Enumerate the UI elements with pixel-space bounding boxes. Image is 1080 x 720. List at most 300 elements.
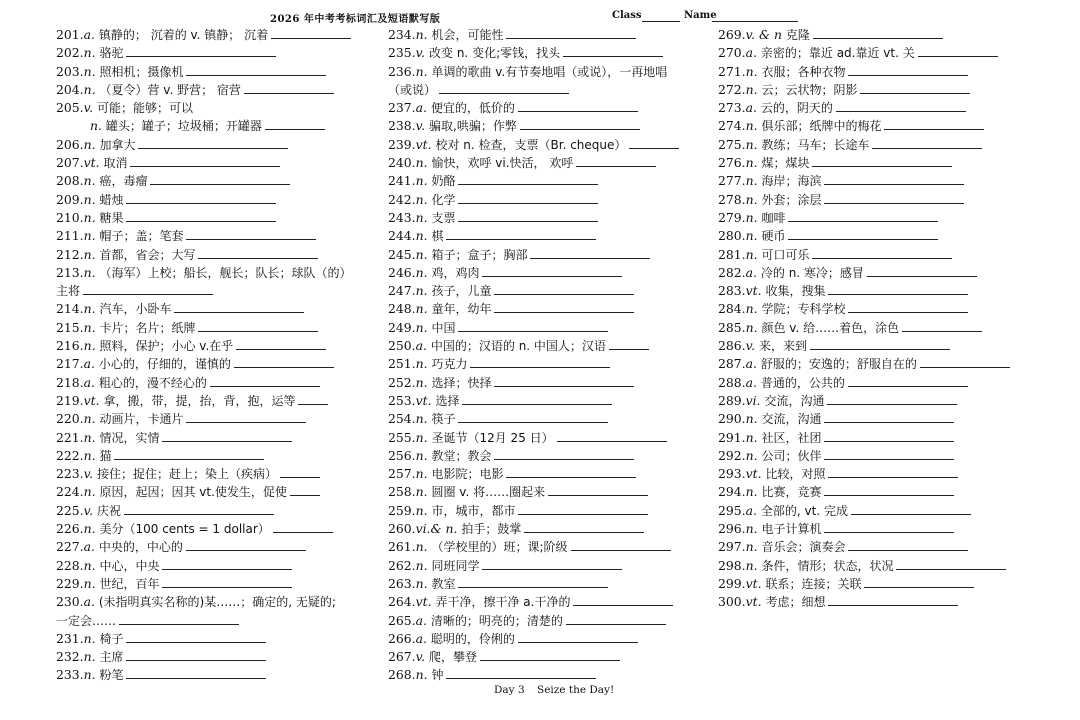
entry-number: 205. (56, 100, 84, 116)
answer-blank[interactable] (524, 520, 644, 533)
answer-blank[interactable] (439, 81, 569, 94)
entry-number: 201. (56, 27, 84, 42)
vocab-entry (56, 502, 378, 520)
part-of-speech: n. (83, 557, 96, 573)
answer-blank[interactable] (824, 429, 954, 442)
entry-number: 226. (56, 521, 84, 537)
entry-number: 278. (718, 191, 746, 207)
answer-blank[interactable] (828, 282, 968, 295)
vocab-entry (56, 26, 378, 44)
entry-meaning: 咖啡 (761, 210, 786, 225)
answer-blank[interactable] (458, 209, 598, 222)
entry-meaning: 同班同学 (431, 558, 480, 573)
entry-meaning: 电影院；电影 (431, 467, 504, 482)
entry-meaning: (未指明真实名称的)某……；确定的, 无疑的; (98, 595, 336, 610)
part-of-speech: vt. (83, 155, 100, 171)
vocab-entry (718, 502, 1038, 520)
entry-number: 296. (718, 521, 746, 537)
part-of-speech: n. (745, 63, 758, 79)
entry-number: 298. (718, 557, 746, 573)
answer-blank[interactable] (813, 26, 943, 39)
vocab-entry (718, 44, 1038, 62)
vocab-entry (718, 593, 1038, 611)
answer-blank[interactable] (824, 191, 964, 204)
part-of-speech: n. (745, 539, 758, 555)
entry-number: 277. (718, 173, 746, 189)
answer-blank[interactable] (198, 319, 318, 332)
part-of-speech: vt. (415, 594, 432, 610)
answer-blank[interactable] (788, 209, 938, 222)
answer-blank[interactable] (83, 282, 213, 295)
answer-blank[interactable] (265, 117, 325, 130)
part-of-speech: n. (745, 484, 758, 500)
part-of-speech: n. (415, 429, 428, 445)
answer-blank[interactable] (824, 172, 964, 185)
part-of-speech: n. (83, 649, 96, 665)
entry-meaning: 蜡烛 (99, 192, 124, 207)
part-of-speech: n. (415, 539, 428, 555)
entry-meaning: 收集，搜集 (765, 284, 826, 299)
answer-blank[interactable] (864, 575, 974, 588)
answer-blank[interactable] (114, 447, 264, 460)
vocab-entry (388, 538, 706, 556)
answer-blank[interactable] (244, 81, 334, 94)
vocab-entry (56, 557, 378, 575)
part-of-speech: a. (415, 338, 427, 354)
entry-number: 284. (718, 301, 746, 317)
part-of-speech: n. (83, 81, 96, 97)
entry-meaning: 全部的, vt. 完成 (760, 503, 848, 518)
entry-meaning: 外套；涂层 (761, 192, 822, 207)
vocab-entry (388, 593, 706, 611)
answer-blank[interactable] (518, 502, 648, 515)
answer-blank[interactable] (126, 648, 266, 661)
entry-meaning: （海军）上校；船长，舰长；队长；球队（的） (99, 265, 352, 280)
answer-blank[interactable] (210, 374, 320, 387)
vocab-entry (388, 410, 706, 428)
vocab-column-2 (388, 26, 706, 685)
entry-number: 262. (388, 557, 416, 573)
entry-number: 275. (718, 136, 746, 152)
answer-blank[interactable] (824, 447, 954, 460)
part-of-speech: n. (83, 301, 96, 317)
answer-blank[interactable] (851, 502, 971, 515)
entry-meaning: 愉快，欢呼 vi.快活， 欢呼 (431, 156, 574, 171)
answer-blank[interactable] (836, 99, 966, 112)
vocab-entry (388, 630, 706, 648)
answer-blank[interactable] (150, 172, 290, 185)
entry-number: 283. (718, 283, 746, 299)
vocab-entry (56, 374, 378, 392)
answer-blank[interactable] (130, 154, 280, 167)
answer-blank[interactable] (812, 246, 952, 259)
entry-meaning: 硬币 (761, 229, 786, 244)
entry-number: 266. (388, 630, 416, 646)
answer-blank[interactable] (518, 99, 638, 112)
answer-blank[interactable] (827, 392, 957, 405)
part-of-speech: a. (745, 264, 757, 280)
answer-blank[interactable] (812, 154, 952, 167)
entry-number: 207. (56, 155, 84, 171)
part-of-speech: n. (745, 209, 758, 225)
entry-number: 214. (56, 301, 84, 317)
part-of-speech: n. (745, 191, 758, 207)
vocab-entry (718, 300, 1038, 318)
answer-blank[interactable] (480, 648, 620, 661)
entry-number: 234. (388, 27, 416, 42)
part-of-speech: n. (415, 209, 428, 225)
part-of-speech: a. (745, 356, 757, 372)
vocab-entry (388, 337, 706, 355)
answer-blank[interactable] (126, 209, 276, 222)
answer-blank[interactable] (446, 227, 596, 240)
part-of-speech: n. (83, 521, 96, 537)
answer-blank[interactable] (458, 191, 598, 204)
answer-blank[interactable] (828, 465, 958, 478)
part-of-speech: n. (83, 228, 96, 244)
answer-blank[interactable] (920, 355, 1010, 368)
entry-meaning: 接住；捉住；赶上；染上（疾病） (97, 467, 278, 482)
part-of-speech: vi.& n. (415, 521, 458, 537)
answer-blank[interactable] (828, 593, 958, 606)
entry-meaning: 普通的，公共的 (760, 375, 845, 390)
entry-number: 257. (388, 466, 416, 482)
answer-blank[interactable] (824, 520, 954, 533)
part-of-speech: n. (745, 246, 758, 262)
entry-meaning: 音乐会；演奏会 (761, 540, 846, 555)
entry-meaning: 照相机；摄像机 (99, 64, 184, 79)
vocab-entry (718, 374, 1038, 392)
answer-blank[interactable] (462, 392, 612, 405)
entry-meaning: 云；云状物；阴影 (761, 82, 858, 97)
entry-meaning: 动画片，卡通片 (99, 412, 184, 427)
answer-blank[interactable] (548, 483, 648, 496)
part-of-speech: n. (83, 45, 96, 61)
entry-number: 242. (388, 191, 416, 207)
entry-meaning: 棋 (431, 229, 444, 244)
answer-blank[interactable] (126, 44, 276, 57)
part-of-speech: n. (415, 356, 428, 372)
part-of-speech: a. (83, 594, 95, 610)
vocab-column-1 (56, 26, 378, 685)
part-of-speech: n. (745, 118, 758, 134)
answer-blank[interactable] (872, 136, 982, 149)
entry-meaning: 箱子；盒子；胸部 (431, 247, 528, 262)
part-of-speech: n. (83, 173, 96, 189)
part-of-speech: n. (415, 173, 428, 189)
part-of-speech: n. (415, 411, 428, 427)
entry-number: 216. (56, 338, 84, 354)
answer-blank[interactable] (271, 26, 351, 39)
entry-meaning: 考虑；细想 (765, 595, 826, 610)
answer-blank[interactable] (902, 319, 982, 332)
entry-meaning: 亲密的；靠近 ad.靠近 vt. 关 (760, 46, 915, 61)
answer-blank[interactable] (124, 502, 274, 515)
entry-meaning: 单调的歌曲 v.有节奏地唱（或说），一再地唱 (431, 64, 668, 79)
answer-blank[interactable] (530, 246, 650, 259)
answer-blank[interactable] (446, 666, 596, 679)
part-of-speech: n. (90, 118, 102, 134)
entry-meaning: 取消 (103, 156, 128, 171)
answer-blank[interactable] (494, 282, 634, 295)
part-of-speech: n. (415, 557, 428, 573)
answer-blank[interactable] (896, 557, 1006, 570)
part-of-speech: a. (83, 27, 95, 42)
entry-meaning: 市，城市，都市 (431, 503, 516, 518)
answer-blank[interactable] (236, 337, 326, 350)
vocab-entry (718, 557, 1038, 575)
vocab-entry (718, 410, 1038, 428)
answer-blank[interactable] (824, 410, 954, 423)
entry-number: 258. (388, 484, 416, 500)
answer-blank[interactable] (520, 117, 640, 130)
entry-number: 265. (388, 612, 416, 628)
vocab-entry (718, 392, 1038, 410)
entry-number: 204. (56, 81, 84, 97)
vocab-entry (388, 282, 706, 300)
entry-meaning: 罐头；罐子；垃圾桶；开罐器 (105, 119, 262, 134)
answer-blank[interactable] (298, 392, 328, 405)
answer-blank[interactable] (788, 227, 938, 240)
part-of-speech: vi. (745, 392, 761, 408)
vocab-entry (388, 447, 706, 465)
answer-blank[interactable] (557, 429, 667, 442)
entry-number: 281. (718, 246, 746, 262)
entry-number: 232. (56, 649, 84, 665)
answer-blank[interactable] (884, 117, 984, 130)
entry-number: 233. (56, 667, 84, 683)
part-of-speech: n. (745, 81, 758, 97)
vocab-entry (56, 630, 378, 648)
entry-meaning: 鸡，鸡肉 (431, 265, 480, 280)
part-of-speech: n. (415, 484, 428, 500)
vocab-entry (718, 337, 1038, 355)
entry-meaning: 比赛，竞赛 (761, 485, 822, 500)
entry-meaning: 骗取,哄骗；作弊 (429, 119, 517, 134)
answer-blank[interactable] (518, 630, 638, 643)
entry-meaning: 来，来到 (759, 339, 808, 354)
vocab-entry (56, 575, 378, 593)
vocab-entry (56, 465, 378, 483)
answer-blank[interactable] (848, 374, 968, 387)
answer-blank[interactable] (848, 300, 968, 313)
vocab-entry (388, 483, 706, 501)
part-of-speech: n. (745, 411, 758, 427)
answer-blank[interactable] (458, 172, 598, 185)
answer-blank[interactable] (494, 300, 634, 313)
answer-blank[interactable] (138, 136, 288, 149)
answer-blank[interactable] (848, 63, 968, 76)
part-of-speech: n. (415, 575, 428, 591)
vocab-entry (388, 44, 706, 62)
entry-meaning: 庆祝 (97, 503, 122, 518)
answer-blank[interactable] (810, 337, 950, 350)
part-of-speech: a. (415, 630, 427, 646)
entry-number: 223. (56, 466, 84, 482)
part-of-speech: n. (83, 264, 96, 280)
part-of-speech: v. (415, 45, 426, 61)
day-label: Day 3 (494, 684, 525, 696)
answer-blank[interactable] (867, 264, 977, 277)
part-of-speech: n. (415, 667, 428, 683)
answer-blank[interactable] (290, 483, 320, 496)
answer-blank[interactable] (186, 410, 306, 423)
entry-number: 236. (388, 63, 416, 79)
entry-meaning: 中心，中央 (99, 558, 160, 573)
part-of-speech: vt. (415, 136, 432, 152)
answer-blank[interactable] (506, 465, 636, 478)
answer-blank[interactable] (273, 520, 333, 533)
part-of-speech: n. (83, 667, 96, 683)
entry-number: 256. (388, 447, 416, 463)
entry-number: 261. (388, 539, 416, 555)
vocab-entry (56, 410, 378, 428)
entry-number: 235. (388, 45, 416, 61)
entry-meaning: 公司；伙伴 (761, 448, 822, 463)
vocab-entry (56, 282, 378, 300)
entry-number: 238. (388, 118, 416, 134)
answer-blank[interactable] (186, 63, 326, 76)
part-of-speech: n. (415, 191, 428, 207)
part-of-speech: v. (83, 100, 94, 116)
answer-blank[interactable] (198, 246, 318, 259)
entry-meaning: 卡片；名片；纸牌 (99, 320, 196, 335)
answer-blank[interactable] (126, 191, 276, 204)
answer-blank[interactable] (126, 666, 266, 679)
answer-blank[interactable] (506, 26, 636, 39)
answer-blank[interactable] (470, 355, 610, 368)
entry-number: 231. (56, 630, 84, 646)
part-of-speech: n. (745, 319, 758, 335)
answer-blank[interactable] (162, 575, 292, 588)
vocab-entry (56, 447, 378, 465)
class-blank (642, 21, 680, 22)
answer-blank[interactable] (573, 593, 673, 606)
entry-number: 212. (56, 246, 84, 262)
part-of-speech: n. (415, 301, 428, 317)
answer-blank[interactable] (186, 538, 306, 551)
entry-meaning: 海岸；海滨 (761, 174, 822, 189)
entry-number: 208. (56, 173, 84, 189)
vocab-entry (718, 246, 1038, 264)
vocab-entry (388, 246, 706, 264)
entry-number: 286. (718, 338, 746, 354)
entry-number: 259. (388, 502, 416, 518)
answer-blank[interactable] (234, 355, 334, 368)
entry-number: 221. (56, 429, 84, 445)
answer-blank[interactable] (186, 227, 316, 240)
answer-blank[interactable] (576, 154, 656, 167)
answer-blank[interactable] (918, 44, 998, 57)
entry-meaning: （夏令）营 v. 野营； 宿营 (99, 82, 241, 97)
part-of-speech: a. (745, 374, 757, 390)
entry-meaning: 拍手；鼓掌 (461, 522, 522, 537)
vocab-entry (718, 99, 1038, 117)
answer-blank[interactable] (571, 538, 671, 551)
entry-meaning: 机会，可能性 (431, 28, 504, 42)
part-of-speech: n. (83, 209, 96, 225)
part-of-speech: a. (745, 45, 757, 61)
answer-blank[interactable] (848, 538, 968, 551)
name-blank (712, 21, 798, 22)
part-of-speech: v. (415, 649, 426, 665)
answer-blank[interactable] (566, 612, 666, 625)
entry-number: 255. (388, 429, 416, 445)
answer-blank[interactable] (860, 81, 970, 94)
vocab-entry (388, 209, 706, 227)
vocab-entry (56, 300, 378, 318)
entry-number: 244. (388, 228, 416, 244)
part-of-speech: n. (415, 502, 428, 518)
answer-blank[interactable] (563, 44, 663, 57)
entry-meaning: 世纪，百年 (99, 576, 160, 591)
vocab-entry (718, 355, 1038, 373)
answer-blank[interactable] (280, 465, 320, 478)
entry-meaning: 一定会…… (56, 613, 117, 628)
part-of-speech: n. (83, 136, 96, 152)
entry-meaning: 糖果 (99, 210, 124, 225)
entry-number: 264. (388, 594, 416, 610)
answer-blank[interactable] (126, 630, 266, 643)
answer-blank[interactable] (174, 300, 304, 313)
entry-number: 202. (56, 45, 84, 61)
entry-meaning: 选择 (435, 393, 460, 408)
entry-number: 273. (718, 100, 746, 116)
part-of-speech: n. (415, 374, 428, 390)
answer-blank[interactable] (824, 483, 954, 496)
answer-blank[interactable] (494, 447, 634, 460)
answer-blank[interactable] (458, 319, 608, 332)
entry-number: 297. (718, 539, 746, 555)
part-of-speech: n. (415, 63, 428, 79)
entry-meaning: 清晰的；明亮的；清楚的 (430, 613, 563, 628)
entry-meaning: 孩子，儿童 (431, 284, 492, 299)
vocab-entry (56, 429, 378, 447)
answer-blank[interactable] (629, 136, 679, 149)
entry-meaning: 美分（100 cents = 1 dollar） (99, 522, 270, 537)
part-of-speech: vt. (745, 283, 762, 299)
entry-meaning: 比较，对照 (765, 467, 826, 482)
entry-number: 267. (388, 649, 416, 665)
answer-blank[interactable] (162, 429, 292, 442)
part-of-speech: vt. (745, 466, 762, 482)
entry-meaning: 冷的 n. 寒冷；感冒 (760, 265, 864, 280)
vocab-entry (56, 538, 378, 556)
entry-number: 268. (388, 667, 416, 683)
answer-blank[interactable] (119, 612, 239, 625)
part-of-speech: n. (415, 466, 428, 482)
answer-blank[interactable] (494, 374, 634, 387)
answer-blank[interactable] (482, 557, 622, 570)
part-of-speech: vt. (745, 575, 762, 591)
vocab-entry (718, 63, 1038, 81)
worksheet-header (0, 8, 1080, 26)
vocab-entry (718, 26, 1038, 44)
vocab-entry (388, 374, 706, 392)
answer-blank[interactable] (458, 410, 608, 423)
vocab-entry (56, 63, 378, 81)
vocab-entry (388, 392, 706, 410)
entry-number: 252. (388, 374, 416, 390)
answer-blank[interactable] (162, 557, 292, 570)
part-of-speech: vt. (745, 594, 762, 610)
answer-blank[interactable] (609, 337, 649, 350)
vocab-entry (56, 355, 378, 373)
vocab-entry (388, 99, 706, 117)
answer-blank[interactable] (458, 575, 608, 588)
vocab-entry (718, 136, 1038, 154)
answer-blank[interactable] (482, 264, 622, 277)
